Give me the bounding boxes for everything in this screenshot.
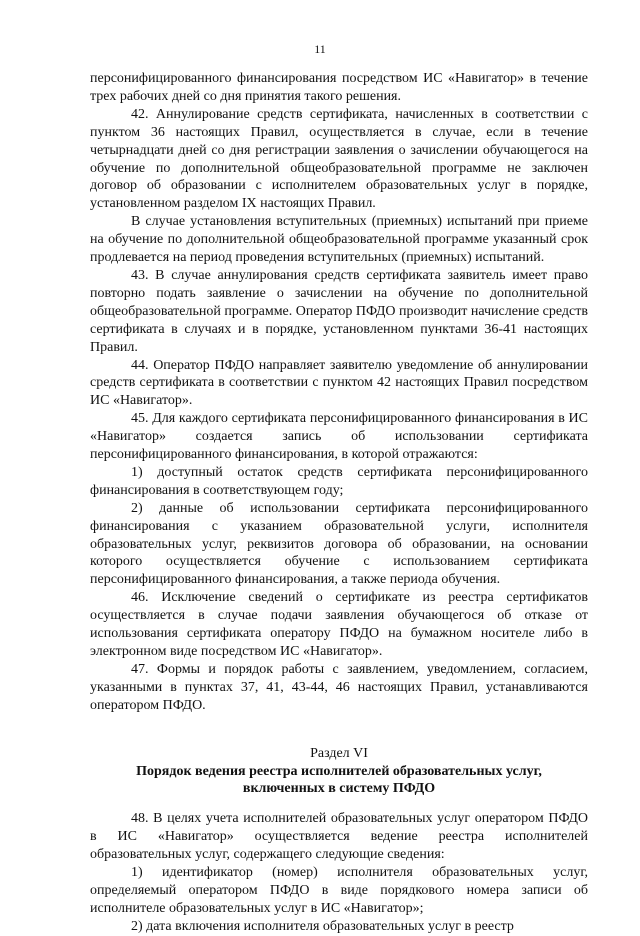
paragraph-46: 46. Исключение сведений о сертификате из реестра сертификатов осуществляется в случае подачи заявления обучающегося об отказе от использования сертификата оператору ПФДО на бумажном носителе либо в электронном виде посредством ИС «Навигатор». <box>90 590 588 659</box>
section-title-line-1: Порядок ведения реестра исполнителей образовательных услуг, <box>136 763 542 779</box>
paragraph-44: 44. Оператор ПФДО направляет заявителю уведомление об аннулировании средств сертификата в соответствии с пунктом 42 настоящих Правил посредством ИС «Навигатор». <box>90 357 588 409</box>
paragraph-45-item-2: 2) данные об использовании сертификата персонифицированного финансирования с указанием образовательной услуги, исполнителя образовательных услуг, реквизитов договора об образовании, на основании которого осуществляется обучение с использованием сертификата персонифицированного финансирования, а также периода обучения. <box>90 500 588 588</box>
paragraph-48-item-2: 2) дата включения исполнителя образовательных услуг в реестр <box>131 918 514 934</box>
section-title-spacer <box>90 798 588 810</box>
paragraph-continuation: персонифицированного финансирования посредством ИС «Навигатор» в течение трех рабочих дней со дня принятия такого решения. <box>90 71 588 104</box>
paragraph-43: 43. В случае аннулирования средств сертификата заявитель имеет право повторно подать заявление о зачислении на обучение по дополнительной общеобразовательной программе. Оператор ПФДО производит начисление средств сертификата в случаях и в порядке, установленном пунктами 36-41 настоящих Правил. <box>90 267 588 355</box>
paragraph-45: 45. Для каждого сертификата персонифицированного финансирования в ИС «Навигатор» создается запись об использовании сертификата персонифицированного финансирования, в которой отражаются: <box>90 411 588 463</box>
paragraph-45-item-1: 1) доступный остаток средств сертификата персонифицированного финансирования в соответствующем году; <box>90 464 588 498</box>
paragraph-42: 42. Аннулирование средств сертификата, начисленных в соответствии с пунктом 36 настоящих Правил, осуществляется в случае, если в течение четырнадцати дней со дня регистрации заявления о зачислении обучающегося на обучение по дополнительной общеобразовательной программе не заключен договор об образовании с исполнителем образовательных услуг в порядке, установленном разделом IX настоящих Правил. <box>90 106 588 212</box>
paragraph-47: 47. Формы и порядок работы с заявлением, уведомлением, согласием, указанными в пунктах 37, 41, 43-44, 46 настоящих Правил, устанавливаются оператором ПФДО. <box>90 661 588 713</box>
paragraph-48: 48. В целях учета исполнителей образовательных услуг оператором ПФДО в ИС «Навигатор» осуществляется ведение реестра исполнителей образовательных услуг, содержащего следующие сведения: <box>90 811 588 863</box>
section-title-line-2: включенных в систему ПФДО <box>242 781 436 797</box>
page-number: 11 <box>314 42 326 56</box>
section-spacer <box>90 715 588 745</box>
paragraph-42-note: В случае установления вступительных (приемных) испытаний при приеме на обучение по дополнительной общеобразовательной программе указанный срок продлевается на период проведения вступительных (приемных) испытаний. <box>90 214 588 266</box>
paragraph-48-item-1: 1) идентификатор (номер) исполнителя образовательных услуг, определяемый оператором ПФДО в виде порядкового номера записи об исполнителе образовательных услуг в ИС «Навигатор»; <box>90 865 588 916</box>
document-body <box>90 70 588 936</box>
section-number: Раздел VI <box>310 745 368 761</box>
